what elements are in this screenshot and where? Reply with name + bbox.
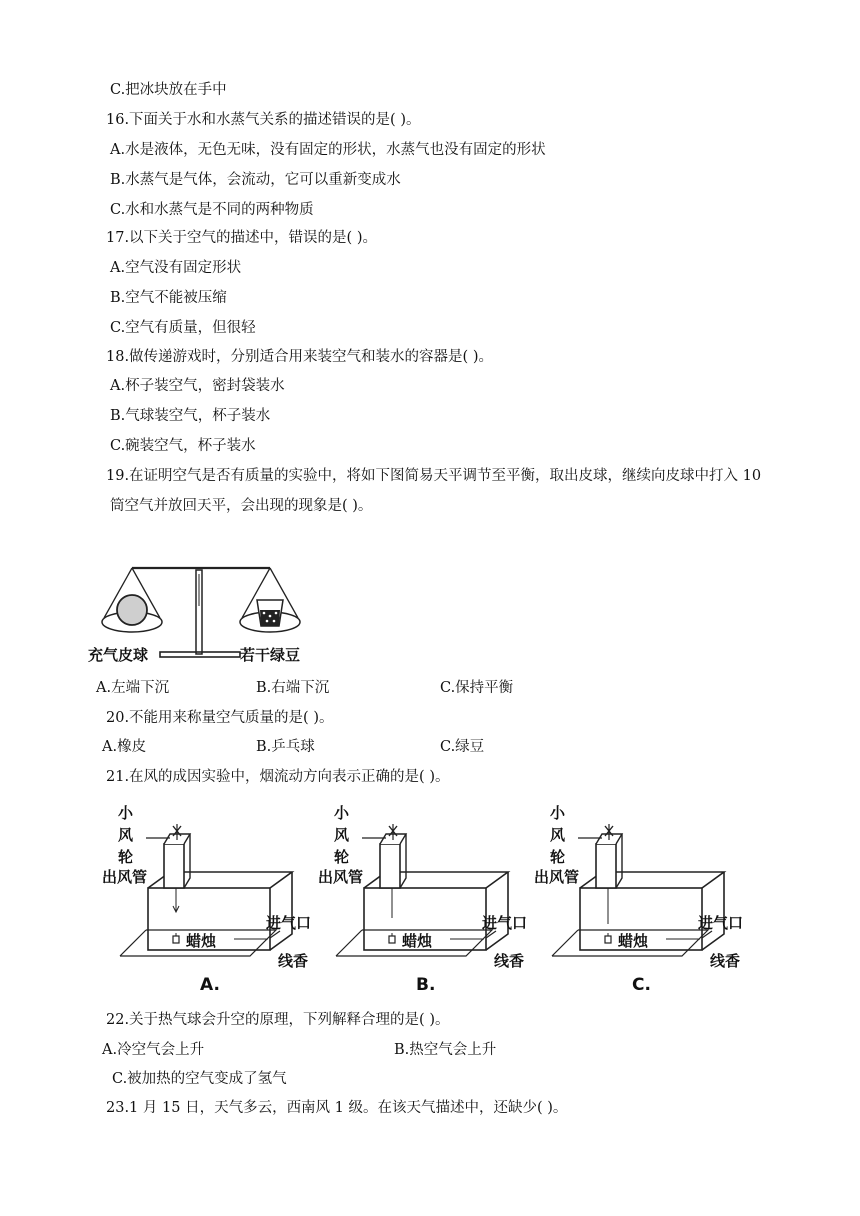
question-19-line2: 筒空气并放回天平，会出现的现象是( )。 [110,498,373,514]
q18-option-c: C.碗装空气，杯子装水 [110,438,256,454]
wind-experiment-figure [100,800,760,996]
label-incense: 线香 [494,952,525,970]
q22-option-c: C.被加热的空气变成了氢气 [112,1071,287,1087]
q18-option-a: A.杯子装空气，密封袋装水 [110,378,285,394]
question-23: 23.1 月 15 日，天气多云，西南风 1 级。在该天气描述中，还缺少( )。 [106,1100,568,1116]
inflated-ball [117,595,147,625]
label-wind: 风 [118,826,134,844]
question-20: 20.不能用来称量空气质量的是( )。 [106,710,334,726]
question-22: 22.关于热气球会升空的原理，下列解释合理的是( )。 [106,1012,450,1028]
label-incense: 线香 [278,952,309,970]
label-green-beans: 若干绿豆 [240,646,301,664]
label-candle: 蜡烛 [402,932,433,950]
panel-label-c: C. [632,975,651,995]
q16-option-c: C.水和水蒸气是不同的两种物质 [110,202,314,218]
q17-option-c: C.空气有质量，但很轻 [110,320,256,336]
q19-option-b: B.右端下沉 [256,680,330,696]
question-19-line1: 19.在证明空气是否有质量的实验中，将如下图简易天平调节至平衡，取出皮球，继续向皮球中打入 10 [106,468,762,484]
q16-option-a: A.水是液体，无色无味，没有固定的形状，水蒸气也没有固定的形状 [110,142,546,158]
question-16: 16.下面关于水和水蒸气关系的描述错误的是( )。 [106,112,421,128]
q22-option-b: B.热空气会上升 [394,1042,497,1058]
label-wheel: 轮 [550,848,566,866]
label-wheel: 轮 [334,848,350,866]
q19-option-c: C.保持平衡 [440,680,514,696]
label-outlet: 出风管 [102,868,148,886]
label-inlet: 进气口 [698,914,744,932]
balance-figure [84,560,324,672]
q20-option-a: A.橡皮 [102,739,147,755]
label-outlet: 出风管 [534,868,580,886]
q18-option-b: B.气球装空气，杯子装水 [110,408,271,424]
label-inflated-ball: 充气皮球 [88,646,149,664]
label-candle: 蜡烛 [186,932,217,950]
bean-cup [257,600,283,626]
label-inlet: 进气口 [482,914,528,932]
label-small: 小 [118,804,134,822]
wind-panel-b [318,804,527,995]
label-small: 小 [550,804,566,822]
q17-option-b: B.空气不能被压缩 [110,290,227,306]
q22-option-a: A.冷空气会上升 [102,1042,205,1058]
label-wind: 风 [334,826,350,844]
question-21: 21.在风的成因实验中，烟流动方向表示正确的是( )。 [106,769,450,785]
label-small: 小 [334,804,350,822]
q15-option-c: C.把冰块放在手中 [110,82,227,98]
label-inlet: 进气口 [266,914,312,932]
q20-option-c: C.绿豆 [440,739,485,755]
label-wind: 风 [550,826,566,844]
question-17: 17.以下关于空气的描述中，错误的是( )。 [106,230,377,246]
q16-option-b: B.水蒸气是气体，会流动，它可以重新变成水 [110,172,401,188]
label-incense: 线香 [710,952,741,970]
q17-option-a: A.空气没有固定形状 [110,260,242,276]
wind-panel-c [534,804,743,995]
label-outlet: 出风管 [318,868,364,886]
panel-label-a: A. [200,975,220,995]
wind-panel-a [102,804,311,995]
question-18: 18.做传递游戏时，分别适合用来装空气和装水的容器是( )。 [106,349,493,365]
panel-label-b: B. [416,975,436,995]
q19-option-a: A.左端下沉 [96,680,170,696]
q20-option-b: B.乒乓球 [256,739,315,755]
label-wheel: 轮 [118,848,134,866]
label-candle: 蜡烛 [618,932,649,950]
